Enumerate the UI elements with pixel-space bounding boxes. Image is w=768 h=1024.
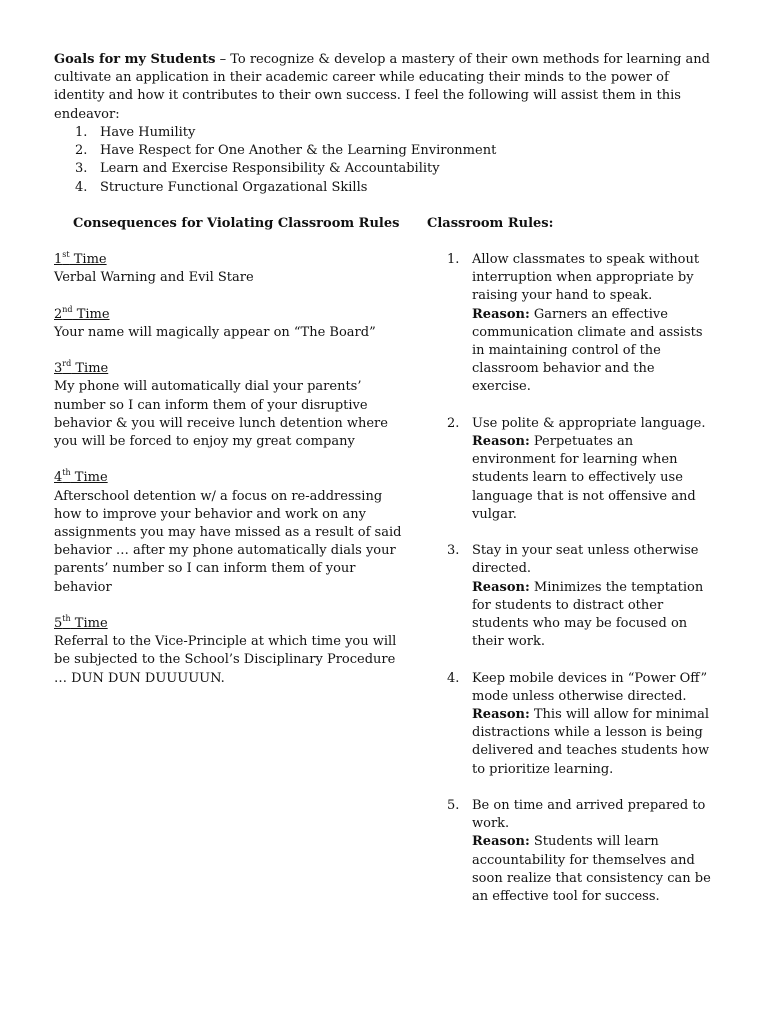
reason-label: Reason: xyxy=(472,434,530,450)
consequence-title: 5th Time xyxy=(54,614,108,631)
rule-item xyxy=(447,251,717,397)
rule-item xyxy=(447,415,717,524)
consequence-item xyxy=(54,469,404,596)
consequence-title: 3rd Time xyxy=(54,359,109,377)
consequence-item xyxy=(54,251,404,287)
goal-number: 2. xyxy=(75,143,88,159)
goal-text: Have Respect for One Another & the Learning Environment xyxy=(100,143,497,159)
rule-reason: Reason: Perpetuates an environment for learning when students learn to effectively use language that is not offensive and vulgar. xyxy=(472,434,696,522)
consequence-item xyxy=(54,615,404,688)
rule-reason: Reason: Garners an effective communication climate and assists in maintaining control of the classroom behavior and the exercise. xyxy=(472,306,703,395)
reason-label: Reason: xyxy=(472,306,530,322)
rule-number: 2. xyxy=(447,415,460,431)
rules-heading: Classroom Rules: xyxy=(427,216,554,231)
reason-label: Reason: xyxy=(472,707,530,723)
goal-item xyxy=(54,142,694,160)
rule-number: 4. xyxy=(447,670,460,686)
goals-list xyxy=(54,124,694,197)
rule-item xyxy=(447,670,717,779)
rule-text: Allow classmates to speak without interruption when appropriate by raising your hand to speak. xyxy=(472,252,700,304)
rule-text: Stay in your seat unless otherwise directed. xyxy=(472,543,699,577)
rule-reason: Reason: Students will learn accountability for themselves and soon realize that consistency can be an effective tool for success. xyxy=(472,834,711,905)
goal-item xyxy=(54,124,694,142)
rules-column xyxy=(447,251,717,924)
goal-text: Structure Functional Orgazational Skills xyxy=(100,179,368,195)
consequence-title: 1st Time xyxy=(54,250,107,267)
consequences-column xyxy=(54,251,404,706)
consequence-text: Verbal Warning and Evil Stare xyxy=(54,270,254,286)
goal-number: 1. xyxy=(75,125,88,140)
intro-text: – To recognize & develop a mastery of their own methods for learning and cultivate an application in their academic career while educating their minds to the power of identity and how it contributes to their own success. I feel the following will assist them in this endeavor: xyxy=(54,52,710,122)
goal-number: 4. xyxy=(75,179,88,195)
rule-text: Use polite & appropriate language. xyxy=(472,415,706,431)
rule-number: 5. xyxy=(447,798,460,814)
rule-number: 3. xyxy=(447,543,460,559)
reason-label: Reason: xyxy=(472,579,530,595)
rule-reason: Reason: This will allow for minimal distractions while a lesson is being delivered and teaches students how to prioritize learning. xyxy=(472,707,710,777)
consequence-title: 4th Time xyxy=(54,468,108,486)
goal-item xyxy=(54,179,694,197)
rule-item xyxy=(447,542,717,651)
consequence-item xyxy=(54,306,404,342)
consequence-item xyxy=(54,360,404,451)
consequences-heading: Consequences for Violating Classroom Rules xyxy=(73,216,400,231)
goal-text: Have Humility xyxy=(100,125,196,140)
goal-item xyxy=(54,160,694,178)
intro-label: Goals for my Students xyxy=(54,52,216,67)
rule-item xyxy=(447,797,717,906)
rule-reason: Reason: Minimizes the temptation for students to distract other students who may be focused on their work. xyxy=(472,579,704,650)
consequence-text: Afterschool detention w/ a focus on re-addressing how to improve your behavior and work on any assignments you may have missed as a result of said behavior … after my phone automatically dials your parents’ number so I can inform them of your behavior xyxy=(54,488,402,595)
goal-text: Learn and Exercise Responsibility & Accountability xyxy=(100,161,440,177)
consequence-text: Referral to the Vice-Principle at which time you will be subjected to the School’s Disciplinary Procedure … DUN DUN DUUUUUN. xyxy=(54,634,397,686)
consequence-text: Your name will magically appear on “The Board” xyxy=(54,324,376,340)
consequence-text: My phone will automatically dial your parents’ number so I can inform them of your disruptive behavior & you will receive lunch detention where you will be forced to enjoy my great company xyxy=(54,379,388,449)
intro-paragraph xyxy=(54,51,714,124)
rule-number: 1. xyxy=(447,252,460,267)
consequence-title: 2nd Time xyxy=(54,304,110,322)
rule-text: Keep mobile devices in “Power Off” mode unless otherwise directed. xyxy=(472,670,708,704)
rule-text: Be on time and arrived prepared to work. xyxy=(472,798,706,832)
reason-label: Reason: xyxy=(472,834,530,850)
goal-number: 3. xyxy=(75,161,88,177)
